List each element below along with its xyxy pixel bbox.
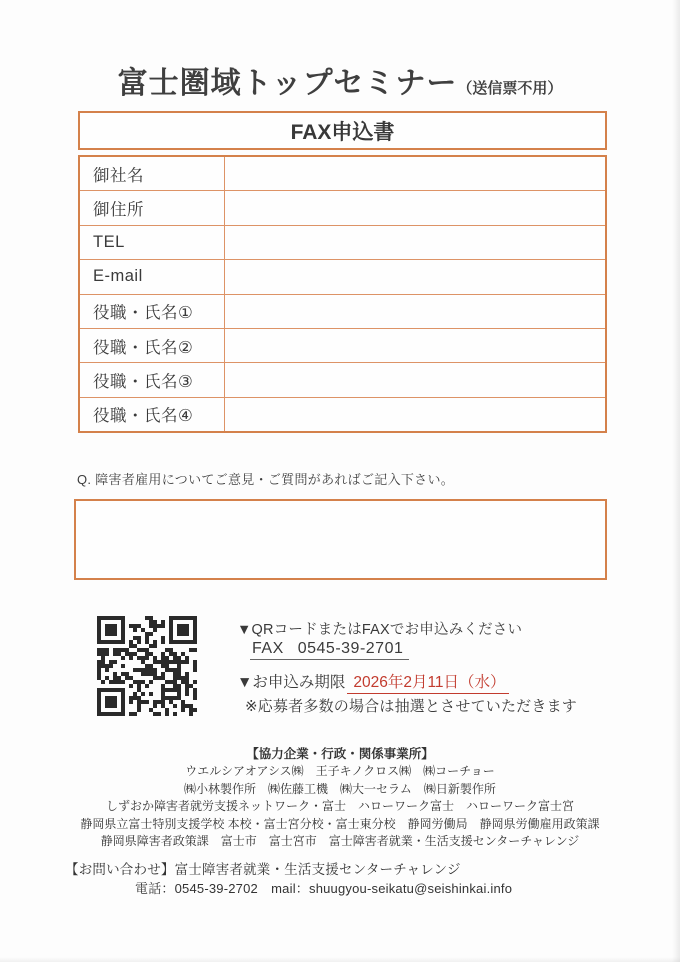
- apply-instruction: ▼QRコードまたはFAXでお申込みください: [237, 622, 523, 638]
- cooperators-heading: 【協力企業・行政・関係事業所】: [246, 747, 434, 761]
- cooperators-line: ウエルシアオアシス㈱ 王子キノクロス㈱ ㈱コーチョー: [185, 764, 495, 779]
- form-row-input-area: [225, 226, 605, 259]
- form-row-label: 役職・氏名②: [80, 329, 225, 362]
- form-row-tel: [80, 225, 605, 259]
- application-form-table: [78, 155, 607, 433]
- fax-number: 0545-39-2701: [297, 640, 404, 657]
- form-row-label: TEL: [80, 226, 225, 259]
- form-row-attendee-1: [80, 294, 605, 328]
- question-label: Q. 障害者雇用についてご意見・ご質問があればご記入下さい。: [77, 472, 455, 487]
- page-title-main: 富士圏域トップセミナー: [117, 67, 458, 100]
- cooperators-line: しずおか障害者就労支援ネットワーク・富士 ハローワーク富士 ハローワーク富士宮: [105, 799, 574, 814]
- form-row-input-area: [225, 260, 605, 293]
- form-row-attendee-3: [80, 362, 605, 396]
- deadline-label: ▼お申込み期限: [237, 674, 346, 691]
- form-row-label: 御社名: [80, 157, 225, 190]
- form-row-company: [80, 157, 605, 190]
- cooperators-block: [0, 746, 680, 850]
- qr-code-image: [97, 616, 197, 716]
- form-row-input-area: [225, 191, 605, 224]
- form-header-label: FAX申込書: [290, 120, 395, 144]
- page-title: [0, 58, 680, 102]
- page-title-suffix: （送信票不用）: [457, 80, 563, 97]
- qr-code: [97, 616, 197, 716]
- cooperators-line: ㈱小林製作所 ㈱佐藤工機 ㈱大一セラム ㈱日新製作所: [184, 781, 496, 796]
- fax-number-underlined: [250, 640, 409, 660]
- lottery-note: ※応募者多数の場合は抽選とさせていただきます: [245, 698, 577, 715]
- deadline-date: 2026年2月11日（水）: [347, 674, 508, 694]
- cooperators-line: 静岡県立富士特別支援学校 本校・富士宮分校・富士東分校 静岡労働局 静岡県労働雇用政策課: [80, 816, 600, 831]
- form-row-attendee-4: [80, 397, 605, 431]
- form-row-input-area: [225, 363, 605, 396]
- comment-input-box: [74, 499, 607, 580]
- contact-heading: 【お問い合わせ】富士障害者就業・生活支援センターチャレンジ: [65, 862, 461, 877]
- fax-label: FAX: [252, 640, 284, 657]
- form-row-input-area: [225, 398, 605, 431]
- form-header: [78, 111, 607, 150]
- form-row-email: [80, 259, 605, 293]
- contact-details: 電話：0545-39-2702 mail：shuugyou-seikatu@seishinkai.info: [135, 881, 513, 896]
- fax-number-line: [250, 640, 409, 658]
- form-row-label: 御住所: [80, 191, 225, 224]
- form-row-label: 役職・氏名③: [80, 363, 225, 396]
- form-row-label: 役職・氏名④: [80, 398, 225, 431]
- form-row-attendee-2: [80, 328, 605, 362]
- form-row-label: E-mail: [80, 260, 225, 293]
- deadline-line: [237, 670, 509, 692]
- form-row-label: 役職・氏名①: [80, 295, 225, 328]
- cooperators-line: 静岡県障害者政策課 富士市 富士宮市 富士障害者就業・生活支援センターチャレンジ: [100, 834, 580, 849]
- form-row-address: [80, 190, 605, 224]
- form-row-input-area: [225, 329, 605, 362]
- form-row-input-area: [225, 295, 605, 328]
- form-row-input-area: [225, 157, 605, 190]
